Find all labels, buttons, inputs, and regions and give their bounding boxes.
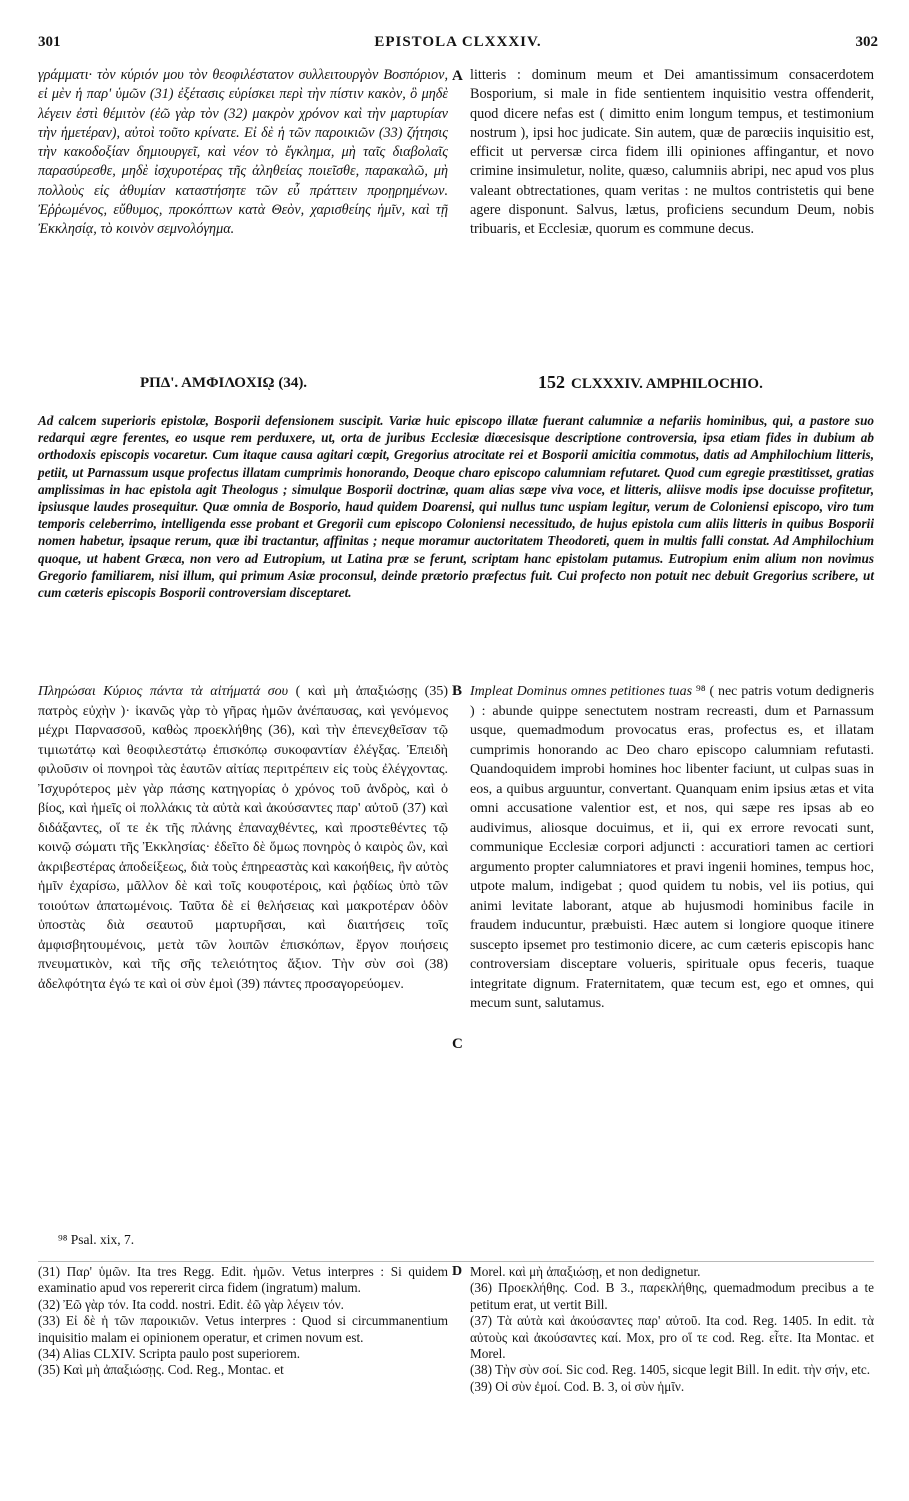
note-38: (38) Τὴν σὺν σοί. Sic cod. Reg. 1405, sicque legit Bill. In edit. τὴν σήν, etc. xyxy=(470,1362,871,1378)
greek-text: ( καὶ μὴ ἀπαξιώσῃς (35) πατρὸς εὐχὴν )· ἱκανῶς γὰρ τὸ γῆρας ἡμῶν ἀνέπαυσας, καὶ γενόμενος μέχρι Παρνασσοῦ, καθὼς προεκλήθης (36), καὶ τὴν ἐπενεχθεῖσαν τῷ τιμιωτάτῳ καὶ θεοφιλεστάτῳ ἐπισκόπῳ συκοφαντίαν ἐλέγξας. Ἐπειδὴ φιλοῦσιν οἱ πονηροὶ τὰς ἑαυτῶν αἰτίας περιτρέπειν εἰς τοὺς ἐλέγχοντας. Ἰσχυρότερος μὲν γὰρ πάσης κατηγορίας ὁ χρόνος τοῦ ἀνδρὸς, καὶ ὁ βίος, καὶ ἡμεῖς οἱ πολλάκις τὰ αὐτὰ καὶ ἀκούσαντες παρ' αὐτοῦ (37) καὶ διδάξαντες, οἵ τε ἐκ τῆς πλάνης ἐπαναχθέντες, καὶ προστεθέντες τῷ κοινῷ σώματι τῆς Ἐκκλησίας· ἐδεῖτο δὲ ὅμως πονηρὸς ὁ καιρὸς ὢν, καὶ ἀκριβεστέρας ἀποδείξεως, διὰ τοὺς ἐπηρεαστὰς καὶ κακοήθεις, ἣν αὐτὸς ἡμῖν ἐχαρίσω, μᾶλλον δὲ καὶ τοῖς κουφοτέροις, καὶ ῥᾳδίως ὑπὸ τῶν τοιούτων ἀπατωμένοις. Ταῦτα δὲ εἰ θελήσειας καὶ μακροτέραν ὁδὸν ὑποστὰς διὰ σεαυτοῦ μαρτυρῆσαι, καὶ διαιτήσεις τοῖς ἀμφισβητουμένοις, μετὰ τῶν λοιπῶν ἐπισκόπων, ἔργον ποιήσεις πνευματικὸν, καὶ τῆς σῆς τελειότητος ἄξιον. Τὴν σὺν σοὶ (38) ἀδελφότητα ἐγώ τε καὶ οἱ σὺν ἐμοὶ (39) πάντες προσαγορεύομεν. xyxy=(38,684,448,992)
letter-body-greek xyxy=(38,682,448,994)
prev-letter-greek: γράμματι· τὸν κύριόν μου τὸν θεοφιλέστατον συλλειτουργὸν Βοσπόριον, εἰ μὲν ἡ παρ' ὑμῶν (31) ἐξέτασις εὑρίσκει περὶ τὴν πίστιν κακὸν, ὃ μηδὲ λέγειν ἐστὶ θέμιτὸν (ἐῶ γὰρ τὸν (32) μακρὸν χρόνον καὶ τὴν μαρτυρίαν τὴν ἡμετέραν), αὐτοὶ τοῦτο κρίνατε. Εἰ δὲ ἡ τῶν παροικιῶν (33) ζήτησις τὴν κακοδοξίαν δημιουργεῖ, καὶ νέον τὸ ἔγκλημα, μὴ ταῖς διαβολαῖς παρασύρεσθε, μηδὲ ἰσχυροτέρας τῆς ἀληθείας ποιεῖσθε, παρακαλῶ, μὴ πολλοὺς εἰς ἀθυμίαν καταστήσητε τῶν εὖ πράττειν προῃρημένων. Ἐῤῥωμένος, εὔθυμος, προκόπτων κατὰ Θεὸν, χαρισθείης ἡμῖν, καὶ τῇ Ἐκκλησίᾳ, τὸ κοινὸν σεμνολόγημα. xyxy=(38,67,448,238)
note-35-cont: Morel. καὶ μὴ ἀπαξιώσῃ, et non dedignetur. xyxy=(470,1264,701,1279)
running-title: EPISTOLA CLXXXIV. xyxy=(374,34,542,50)
notes-right-column xyxy=(470,1264,874,1395)
note-36: (36) Προεκλήθης. Cod. B 3., παρεκλήθης, quemadmodum precibus a te petitum erat, ut vertit Bill. xyxy=(470,1280,874,1312)
greek-letter-title: ΡΠΔ'. ΑΜΦΙΛΟΧΙῼ (34). xyxy=(140,375,308,391)
greek-incipit: Πληρώσαι Κύριος πάντα τὰ αἰτήματά σου xyxy=(38,684,289,699)
note-37: (37) Τὰ αὐτὰ καὶ ἀκούσαντες παρ' αὐτοῦ. Ita cod. Reg. 1405. In edit. τὰ αὐτοὺς καὶ ἀκούσαντες καί. Mox, pro οἵ τε cod. Reg. εἶτε. Ita Montac. et Morel. xyxy=(470,1313,874,1362)
latin-incipit: Impleat Dominus omnes petitiones tuas xyxy=(470,684,693,699)
note-31: (31) Παρ' ὑμῶν. Ita tres Regg. Edit. ἡμῶν. Vetus interpres : Si quidem examinatio apud vos repererit circa fidem (ingratum) malum. xyxy=(38,1264,448,1296)
latin-letter-heading: CLXXXIV. AMPHILOCHIO. xyxy=(571,376,763,392)
margin-marker-c: C xyxy=(452,1036,463,1052)
page-number-right: 302 xyxy=(855,34,878,50)
note-34: (34) Alias CLXIV. Scripta paulo post superiorem. xyxy=(38,1346,301,1362)
notes-divider xyxy=(38,1261,874,1262)
page-number-left: 301 xyxy=(38,34,61,50)
note-32: (32) Ἐῶ γὰρ τόν. Ita codd. nostri. Edit. ἐῶ γὰρ λέγειν τόν. xyxy=(38,1296,344,1312)
note-33: (33) Εἰ δὲ ἡ τῶν παροικιῶν. Vetus interpres : Quod si circummanentium inquisitio malam ei opinionem operatur, et crimen novum est. xyxy=(38,1313,448,1345)
margin-marker-a: A xyxy=(452,68,463,84)
margin-marker-d: D xyxy=(452,1264,463,1279)
margin-marker-b: B xyxy=(452,683,463,699)
letter-body-latin xyxy=(470,682,874,1014)
note-39: (39) Οἱ σὺν ἐμοί. Cod. B. 3, οἱ σὺν ἡμῖν. xyxy=(470,1378,685,1394)
latin-note-reference: ⁹⁸ xyxy=(695,684,706,699)
latin-letter-number: 152 xyxy=(538,372,565,392)
running-header xyxy=(38,34,878,58)
prev-letter-latin: litteris : dominum meum et Dei amantissimum consacerdotem Bosporium, si male in fide sentientem inquisitio vestra offenderit, quod dicere nefas est ( dimitto enim longum tempus, et testimonium nostrum ), ipsi hoc judicate. Sin autem, quæ de parœciis inquisitio est, efficit ut perversæ circa fidem illi opiniones affingantur, et novo crimine insimuletur, nolite, quæso, calumniis abripi, nec apud vos plus valeant obtrectationes, quam veritas : ne multos contristetis qui bene agere disponunt. Salvus, lætus, proficiens secundum Deum, nobis tribuaris, et Ecclesiæ, quorum es commune decus. xyxy=(470,67,874,238)
note-35: (35) Καὶ μὴ ἀπαξιώσῃς. Cod. Reg., Montac. et xyxy=(38,1362,284,1378)
latin-letter-title xyxy=(538,372,763,393)
scripture-footnote: ⁹⁸ Psal. xix, 7. xyxy=(58,1232,135,1247)
notes-left-column xyxy=(38,1264,448,1379)
letter-argument: Ad calcem superioris epistolæ, Bosporii defensionem suscipit. Variæ huic episcopo illatæ fuerant calumniæ a nefariis hominibus, qui, a pastore suo redarqui ægre ferentes, eo usque rem perduxere, ut, orta de juribus Ecclesiæ diœcesisque descriptione controversia, ipsa etiam fides in dubium ab orthodoxis episcopis vocaretur. Cum itaque causa agitari cœpit, Gregorius atrocitate rei et Bosporii amicitia commotus, datis ad Amphilochium litteris, petiit, ut Parnassum usque profectus illatam cumprimis honorando, Deoque charo episcopo calumniam refutaret. Quod cum egregie præstitisset, gratias amplissimas in hac epistola agit Theologus ; simulque Bosporii doctrinæ, quam alias sæpe viva voce, et litteris, aliisve modis ipse docuisse profitetur, ipsiusque laudes prosequitur. Quæ omnia de Bosporio, haud quidem Doarensi, qui nullus tunc uspiam legitur, verum de Coloniensi episcopo, viro tum temporis celeberrimo, intelligenda esse probant et Gregorii cum episcopo Coloniensi necessitudo, de hujus epistola cum aliis litteris in quibus Bosporii nomen habetur, ipsaque rerum, quæ ibi tractantur, affinitas ; neque moramur auctoritatem Theodoreti, quem in multis falli constat. Ad Amphilochium quoque, ut habent Græca, non vero ad Eutropium, ut Latina præ se ferunt, scriptam hanc epistolam putamus. Eutropium enim alium non novimus Gregorio familiarem, nisi illum, qui primum Asiæ proconsul, deinde prætorio præfectus fuit. Cui profecto non potuit nec debuit Gregorius scribere, ut cum cæteris episcopis Bosporii controversiam disceptaret. xyxy=(38,413,874,601)
latin-text: ( nec patris votum dedigneris ) : abunde quippe senectutem nostram recreasti, dum et Parnassum usque, quemadmodum provocatus eras, profectus es, et illatam cumprimis honorando ac Deo charo episcopo calumniam refutasti. Quandoquidem improbi homines hoc libenter faciunt, ut culpas suas in eos, a quibus arguuntur, convertant. Quanquam enim ipsius ætas et vita omni accusatione valentior est, et nos, qui sæpe res ipsas ab eo audivimus, aliosque docuimus, et ii, qui ex errore revocati sunt, communique Ecclesiæ corpori adjuncti : accuratiori tamen ac certiori argumento propter calumniatores et pravi ingenii homines, tempus hoc, utpote malum, indigebat ; quod quidem tu nobis, vel iis potius, qui animi levitate laborant, atque ab hujusmodi hominibus facile in fraudem inducuntur, præbuisti. Hæc autem si longiore quoque itinere suscepto ipsemet pro testimonio dicere, ac cum cæteris episcopis hanc controversiam disceptare volueris, spirituale opus feceris, tuaque integritate dignum. Fraternitatem, quæ tecum est, ego et omnes, qui mecum sunt, salutamus. xyxy=(470,684,875,1011)
